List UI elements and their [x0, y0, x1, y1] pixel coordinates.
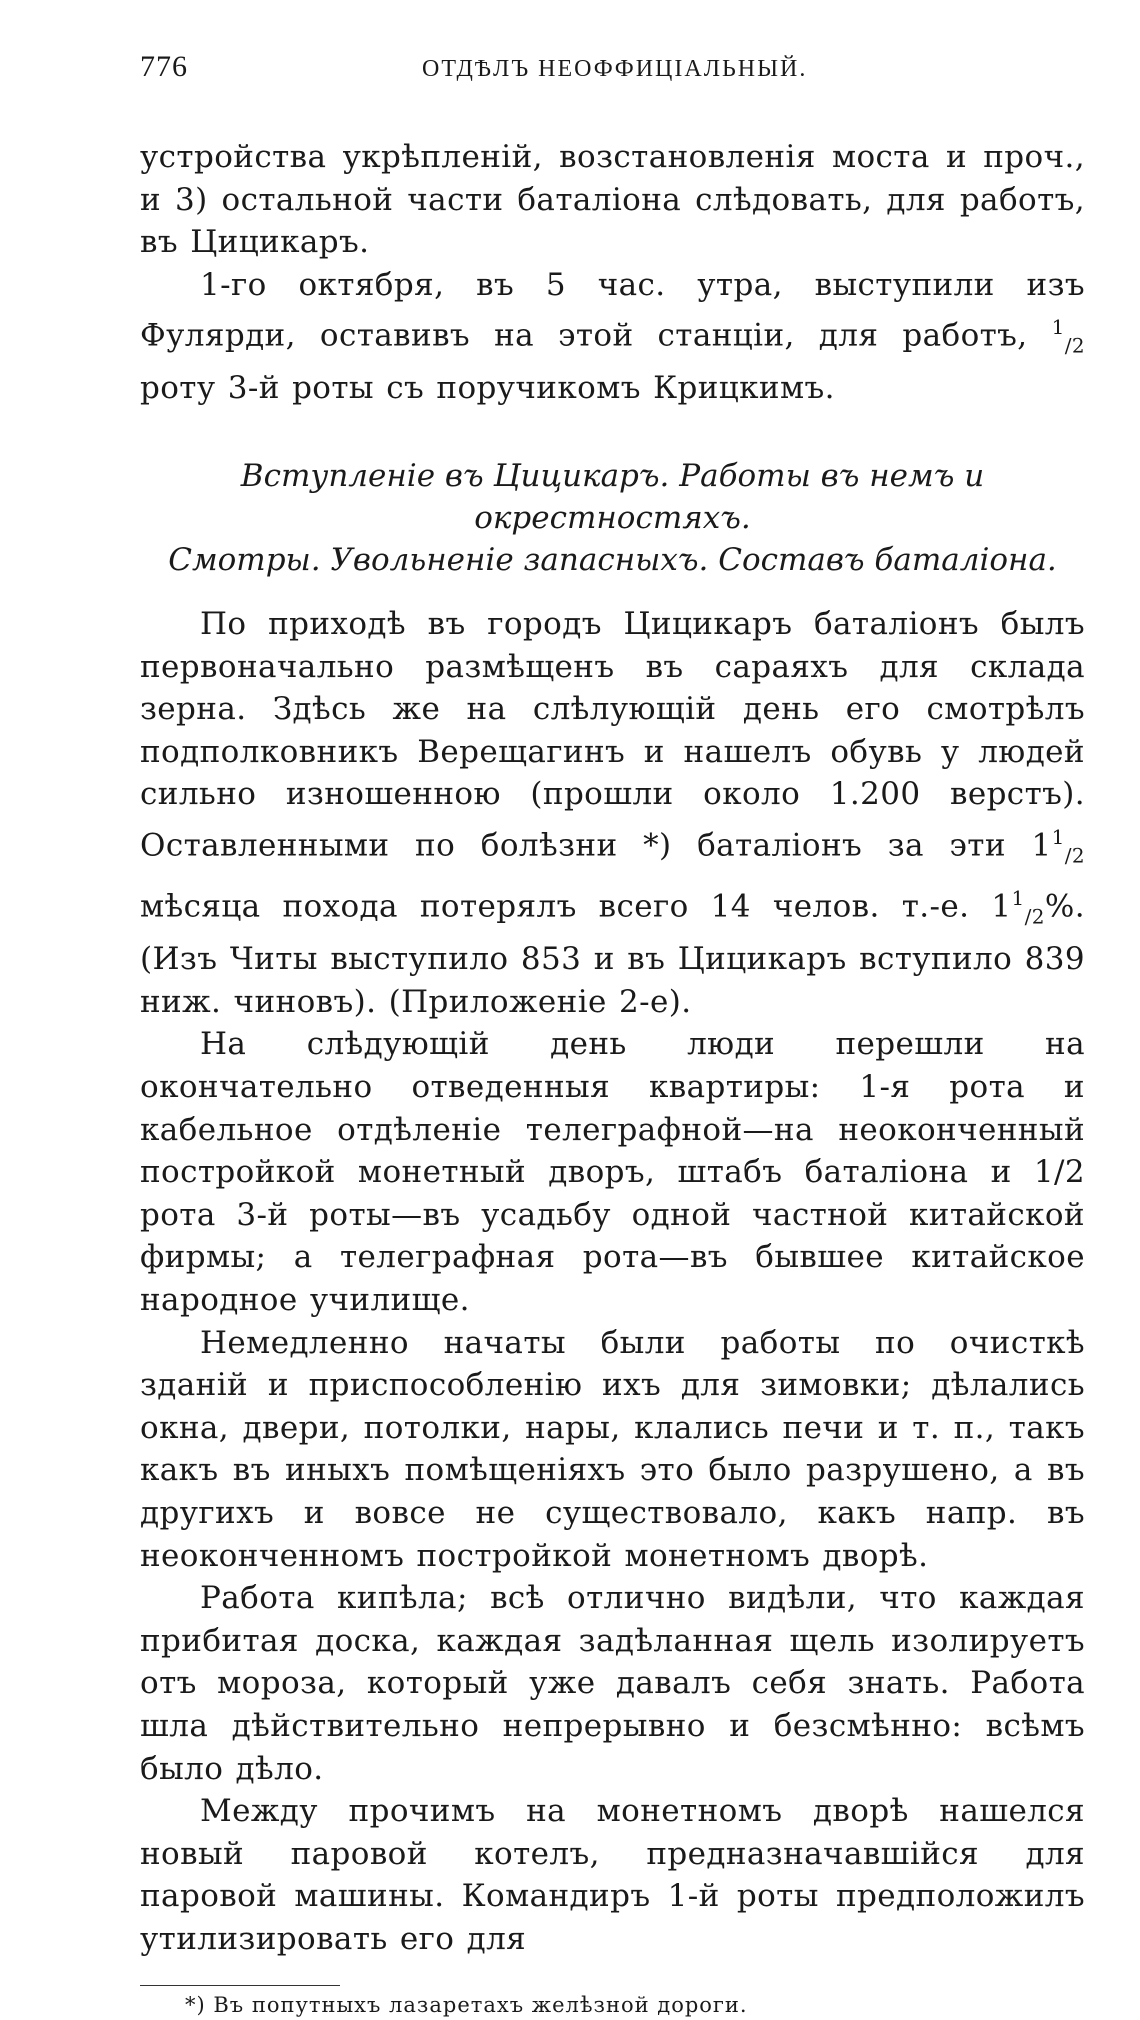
paragraph-7: Между прочимъ на монетномъ дворѣ нашелся новый паровой котелъ, предназначавшійся для паровой машины. Командиръ 1-й роты предположилъ утилизировать его для — [140, 1793, 1085, 1957]
paragraph-4-text-a: На слѣдующій день люди перешли на окончательно отведенныя квартиры: 1-я рота и кабельное отдѣленіе телеграфной—на неоконченный постройкой монетный дворъ, штабъ баталіона и — [140, 1026, 1085, 1191]
fraction-num: 1 — [1051, 315, 1065, 340]
paragraph-3-frac1-num: 1 — [1051, 825, 1065, 850]
paragraph-2-text-a: 1-го октября, въ 5 час. утра, выступили изъ Фулярди, оставивъ на этой станціи, для работъ, — [140, 266, 1085, 354]
paragraph-3-text-c: %. (Изъ Читы выступило 853 и въ Цицикаръ вступило 839 ниж. чиновъ). (Приложеніе 2-е). — [140, 888, 1085, 1020]
paragraph-4-text-b: рота 3-й роты—въ усадьбу одной частной китайской фирмы; а телеграфная рота—въ бывшее китайское народное училище. — [140, 1196, 1085, 1319]
paragraph-3-frac2-int: 1 — [991, 888, 1012, 925]
page-number: 776 — [140, 50, 188, 83]
section-title: ОТДѢЛЪ НЕОФФИЦІАЛЬНЫЙ. — [422, 56, 808, 82]
paragraph-4 — [140, 1023, 1085, 1321]
footnote: *) Въ попутныхъ лазаретахъ желѣзной дороги. — [185, 1992, 748, 2017]
paragraph-2 — [140, 264, 1085, 410]
paragraph-3-frac2-den: /2 — [1024, 904, 1045, 929]
fraction-den: /2 — [1064, 333, 1085, 358]
document-page — [140, 50, 1085, 2020]
heading-line-2: Смотры. Увольненіе запасныхъ. Составъ баталіона. — [168, 542, 1057, 579]
paragraph-3-frac2-num: 1 — [1011, 886, 1025, 911]
paragraph-3-frac1-den: /2 — [1064, 843, 1085, 868]
paragraph-3 — [140, 603, 1085, 1023]
heading-line-1: Вступленіе въ Цицикаръ. Работы въ немъ и окрестностяхъ. — [240, 458, 985, 537]
paragraph-5: Немедленно начаты были работы по очисткѣ зданій и приспособленію ихъ для зимовки; дѣлались окна, двери, потолки, нары, клались печи и т. п., такъ какъ въ иныхъ помѣщеніяхъ это было разрушено, а въ другихъ и вовсе не существовало, какъ напр. въ неоконченномъ постройкой монетномъ дворѣ. — [140, 1324, 1085, 1574]
paragraph-3-frac1-int: 1 — [1031, 827, 1052, 864]
paragraph-4-fraction: 1/2 — [1033, 1154, 1085, 1191]
paragraph-2-text-b: роту 3-й роты съ поручикомъ Крицкимъ. — [140, 370, 835, 407]
paragraph-3-text-a: По приходѣ въ городъ Цицикаръ баталіонъ былъ первоначально размѣщенъ въ сараяхъ для склада зерна. Здѣсь же на слѣлующій день его смотрѣлъ подполковникъ Верещагинъ и нашелъ обувь у людей сильно изношенною (прошли около 1.200 верстъ). Оставленными по болѣзни *) баталіонъ за эти — [140, 606, 1085, 864]
paragraph-6: Работа кипѣла; всѣ отлично видѣли, что каждая прибитая доска, каждая задѣланная щель изолируетъ отъ мороза, который уже давалъ себя знать. Работа шла дѣйствительно непрерывно и безсмѣнно: всѣмъ было дѣло. — [140, 1580, 1085, 1787]
running-header — [140, 50, 1085, 100]
section-heading — [140, 455, 1085, 581]
paragraph-3-text-b: мѣсяца похода потерялъ всего 14 челов. т.-е. — [140, 888, 970, 925]
paragraph-1: устройства укрѣпленій, возстановленія моста и проч., и 3) остальной части баталіона слѣдовать, для работъ, въ Цицикаръ. — [140, 139, 1085, 261]
footnote-divider — [140, 1985, 340, 1986]
